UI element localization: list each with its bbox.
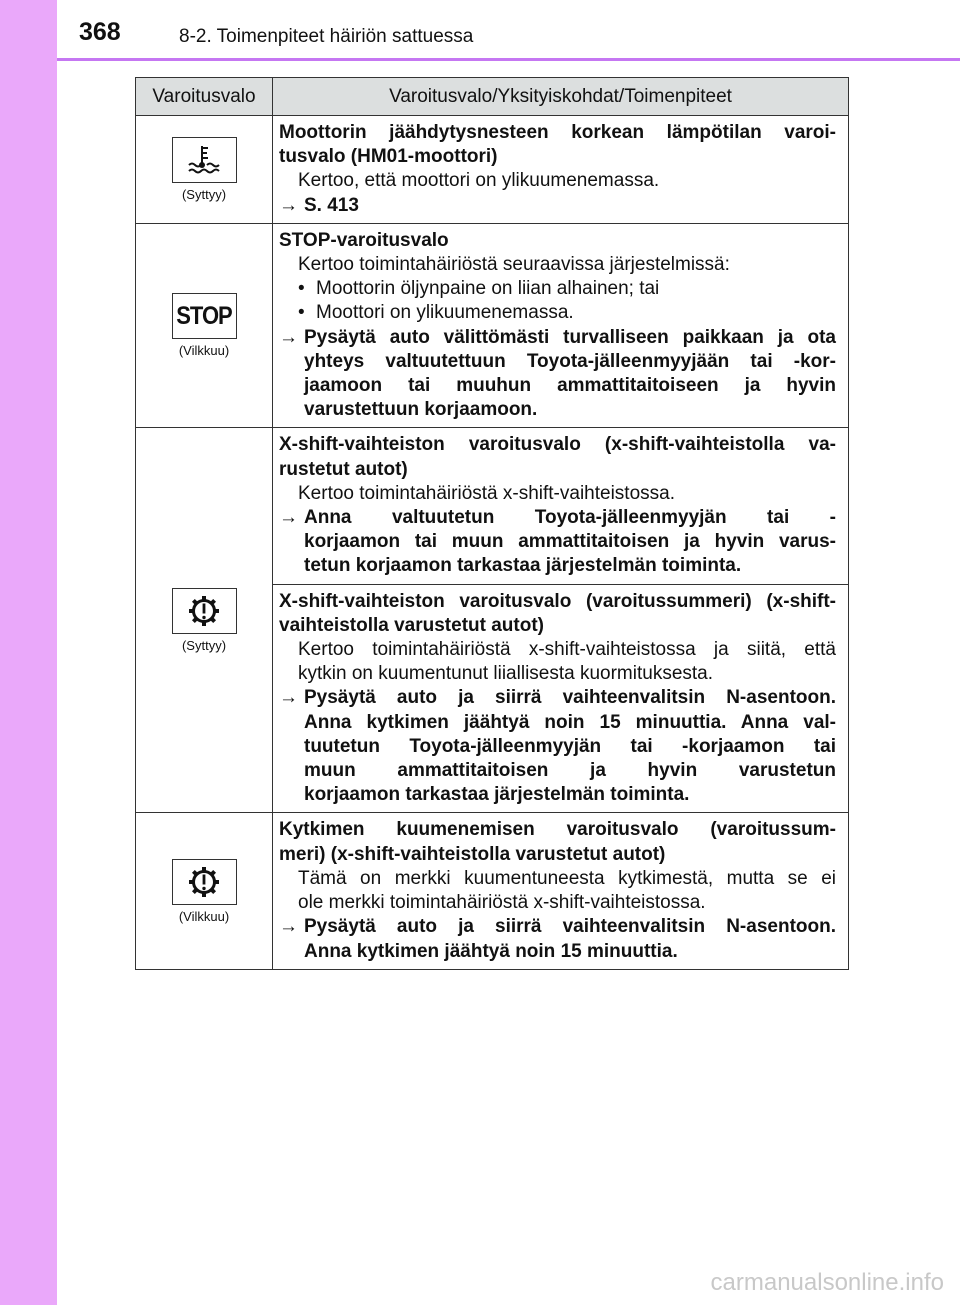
entry-description-text: ole merkki toimintahäiriöstä x-shift-vaihteistossa. [298, 892, 706, 914]
column-header-light: Varoitusvalo [136, 78, 273, 116]
indicator-status: (Vilkkuu) [178, 343, 230, 359]
entry-description-text: kytkin on kuumentunut liiallisesta kuormituksesta. [298, 663, 714, 685]
entry-action [279, 711, 836, 735]
details-content [273, 585, 848, 813]
entry-action-text: korjaamon tarkastaa järjestelmän toiminta. [304, 784, 690, 806]
entry-action-text: muun ammattitaitoisen ja hyvin varustetun [304, 760, 836, 782]
entry-action [279, 735, 836, 759]
entry-action-text: Anna kytkimen jäähtyä noin 15 minuuttia. [304, 940, 678, 962]
entry-description [279, 867, 836, 891]
details-cell [273, 428, 849, 584]
stop-label: STOP [176, 301, 232, 330]
entry-action [279, 759, 836, 783]
entry-title [279, 458, 836, 482]
table-row [136, 116, 849, 224]
indicator-cell [136, 223, 273, 428]
entry-description [279, 253, 836, 277]
entry-action [279, 398, 836, 422]
entry-title-text: rustetut autot) [279, 458, 408, 480]
arrow-icon: → [279, 507, 298, 529]
entry-description [279, 891, 836, 915]
arrow-icon: → [279, 687, 298, 709]
bullet-icon: • [298, 302, 305, 324]
entry-title-text: X-shift-vaihteiston varoitusvalo (x-shift-vaihteistolla va- [279, 434, 836, 456]
entry-action-text: korjaamon tai muun ammattitaitoisen ja hyvin varus- [304, 531, 836, 553]
entry-action [279, 686, 836, 710]
entry-action-text: tetun korjaamon tarkastaa järjestelmän toiminta. [304, 555, 742, 577]
entry-action [279, 374, 836, 398]
entry-description-text: Tämä on merkki kuumentuneesta kytkimestä, mutta se ei [298, 867, 836, 889]
arrow-icon: → [279, 326, 298, 348]
entry-action [279, 915, 836, 939]
bullet-text: Moottorin öljynpaine on liian alhainen; tai [316, 278, 660, 300]
arrow-icon: → [279, 916, 298, 938]
entry-description [279, 482, 836, 506]
entry-action [279, 194, 836, 218]
entry-action-text: Anna valtuutetun Toyota-jälleenmyyjän tai - [304, 507, 836, 529]
indicator-cell [136, 428, 273, 813]
table-row [136, 428, 849, 584]
entry-action-text: varustettuun korjaamoon. [304, 399, 538, 421]
entry-title [279, 433, 836, 457]
section-title: 8-2. Toimenpiteet häiriön sattuessa [179, 26, 474, 47]
details-cell [273, 584, 849, 813]
details-cell [273, 223, 849, 428]
bullet-item [279, 277, 836, 301]
entry-action-text: Pysäytä auto ja siirrä vaihteenvalitsin N-asentoon. [304, 687, 836, 709]
entry-title [279, 229, 836, 253]
entry-description [279, 638, 836, 662]
page-number: 368 [79, 18, 121, 46]
indicator-status: (Syttyy) [181, 186, 227, 202]
bullet-icon: • [298, 278, 305, 300]
entry-title-text: Moottorin jäähdytysnesteen korkean lämpötilan varoi- [279, 122, 836, 143]
entry-action [279, 350, 836, 374]
details-content [273, 813, 848, 968]
stop-icon [172, 293, 237, 339]
gear-warning-icon [172, 859, 237, 905]
indicator-status: (Vilkkuu) [178, 908, 230, 924]
entry-action-text: S. 413 [304, 194, 359, 216]
entry-description-text: Kertoo toimintahäiriöstä seuraavissa järjestelmissä: [298, 254, 730, 276]
entry-action [279, 530, 836, 554]
entry-action-text: jaamoon tai muuhun ammattitaitoiseen ja hyvin [304, 375, 836, 397]
entry-title-text: tusvalo (HM01-moottori) [279, 146, 498, 168]
entry-title [279, 590, 836, 614]
table-row [136, 813, 849, 969]
entry-title [279, 843, 836, 867]
entry-action [279, 554, 836, 578]
entry-description-text: Kertoo toimintahäiriöstä x-shift-vaihteistossa ja siitä, että [298, 639, 836, 661]
watermark: carmanualsonline.info [710, 1269, 944, 1296]
entry-title-text: STOP-varoitusvalo [279, 229, 449, 251]
entry-action [279, 940, 836, 964]
header-divider [57, 58, 960, 61]
entry-action [279, 506, 836, 530]
coolant-temperature-icon [172, 137, 237, 183]
entry-title [279, 818, 836, 842]
details-cell [273, 813, 849, 969]
entry-description [279, 169, 836, 193]
entry-title-text: meri) (x-shift-vaihteistolla varustetut autot) [279, 843, 666, 865]
entry-action [279, 326, 836, 350]
details-content [273, 116, 848, 223]
indicator-cell [136, 813, 273, 969]
table-row [136, 223, 849, 428]
entry-action-text: yhteys valtuutettuun Toyota-jälleenmyyjään tai -kor- [304, 350, 836, 372]
chapter-tab-strip [0, 0, 57, 1305]
entry-description [279, 662, 836, 686]
entry-title [279, 614, 836, 638]
warning-light-table [135, 77, 849, 970]
entry-title [279, 121, 836, 145]
bullet-item [279, 301, 836, 325]
indicator-status: (Syttyy) [181, 637, 227, 653]
entry-title [279, 145, 836, 169]
entry-action-text: Pysäytä auto ja siirrä vaihteenvalitsin N-asentoon. [304, 916, 836, 938]
gear-warning-icon [172, 588, 237, 634]
arrow-icon: → [279, 194, 298, 216]
column-header-details: Varoitusvalo/Yksityiskohdat/Toimenpiteet [273, 78, 849, 116]
indicator-cell [136, 116, 273, 224]
details-content [273, 428, 848, 583]
entry-title-text: X-shift-vaihteiston varoitusvalo (varoitussummeri) (x-shift- [279, 590, 836, 612]
details-content [273, 224, 848, 428]
details-cell [273, 116, 849, 224]
entry-action-text: Pysäytä auto välittömästi turvalliseen paikkaan ja ota [304, 326, 836, 348]
entry-title-text: Kytkimen kuumenemisen varoitusvalo (varoitussum- [279, 819, 836, 841]
entry-description-text: Kertoo, että moottori on ylikuumenemassa. [298, 170, 660, 192]
entry-action [279, 783, 836, 807]
entry-action-text: tuutetun Toyota-jälleenmyyjän tai -korjaamon tai [304, 735, 836, 757]
entry-description-text: Kertoo toimintahäiriöstä x-shift-vaihteistossa. [298, 482, 675, 504]
entry-title-text: vaihteistolla varustetut autot) [279, 614, 544, 636]
bullet-text: Moottori on ylikuumenemassa. [316, 302, 574, 324]
entry-action-text: Anna kytkimen jäähtyä noin 15 minuuttia. Anna val- [304, 711, 836, 733]
